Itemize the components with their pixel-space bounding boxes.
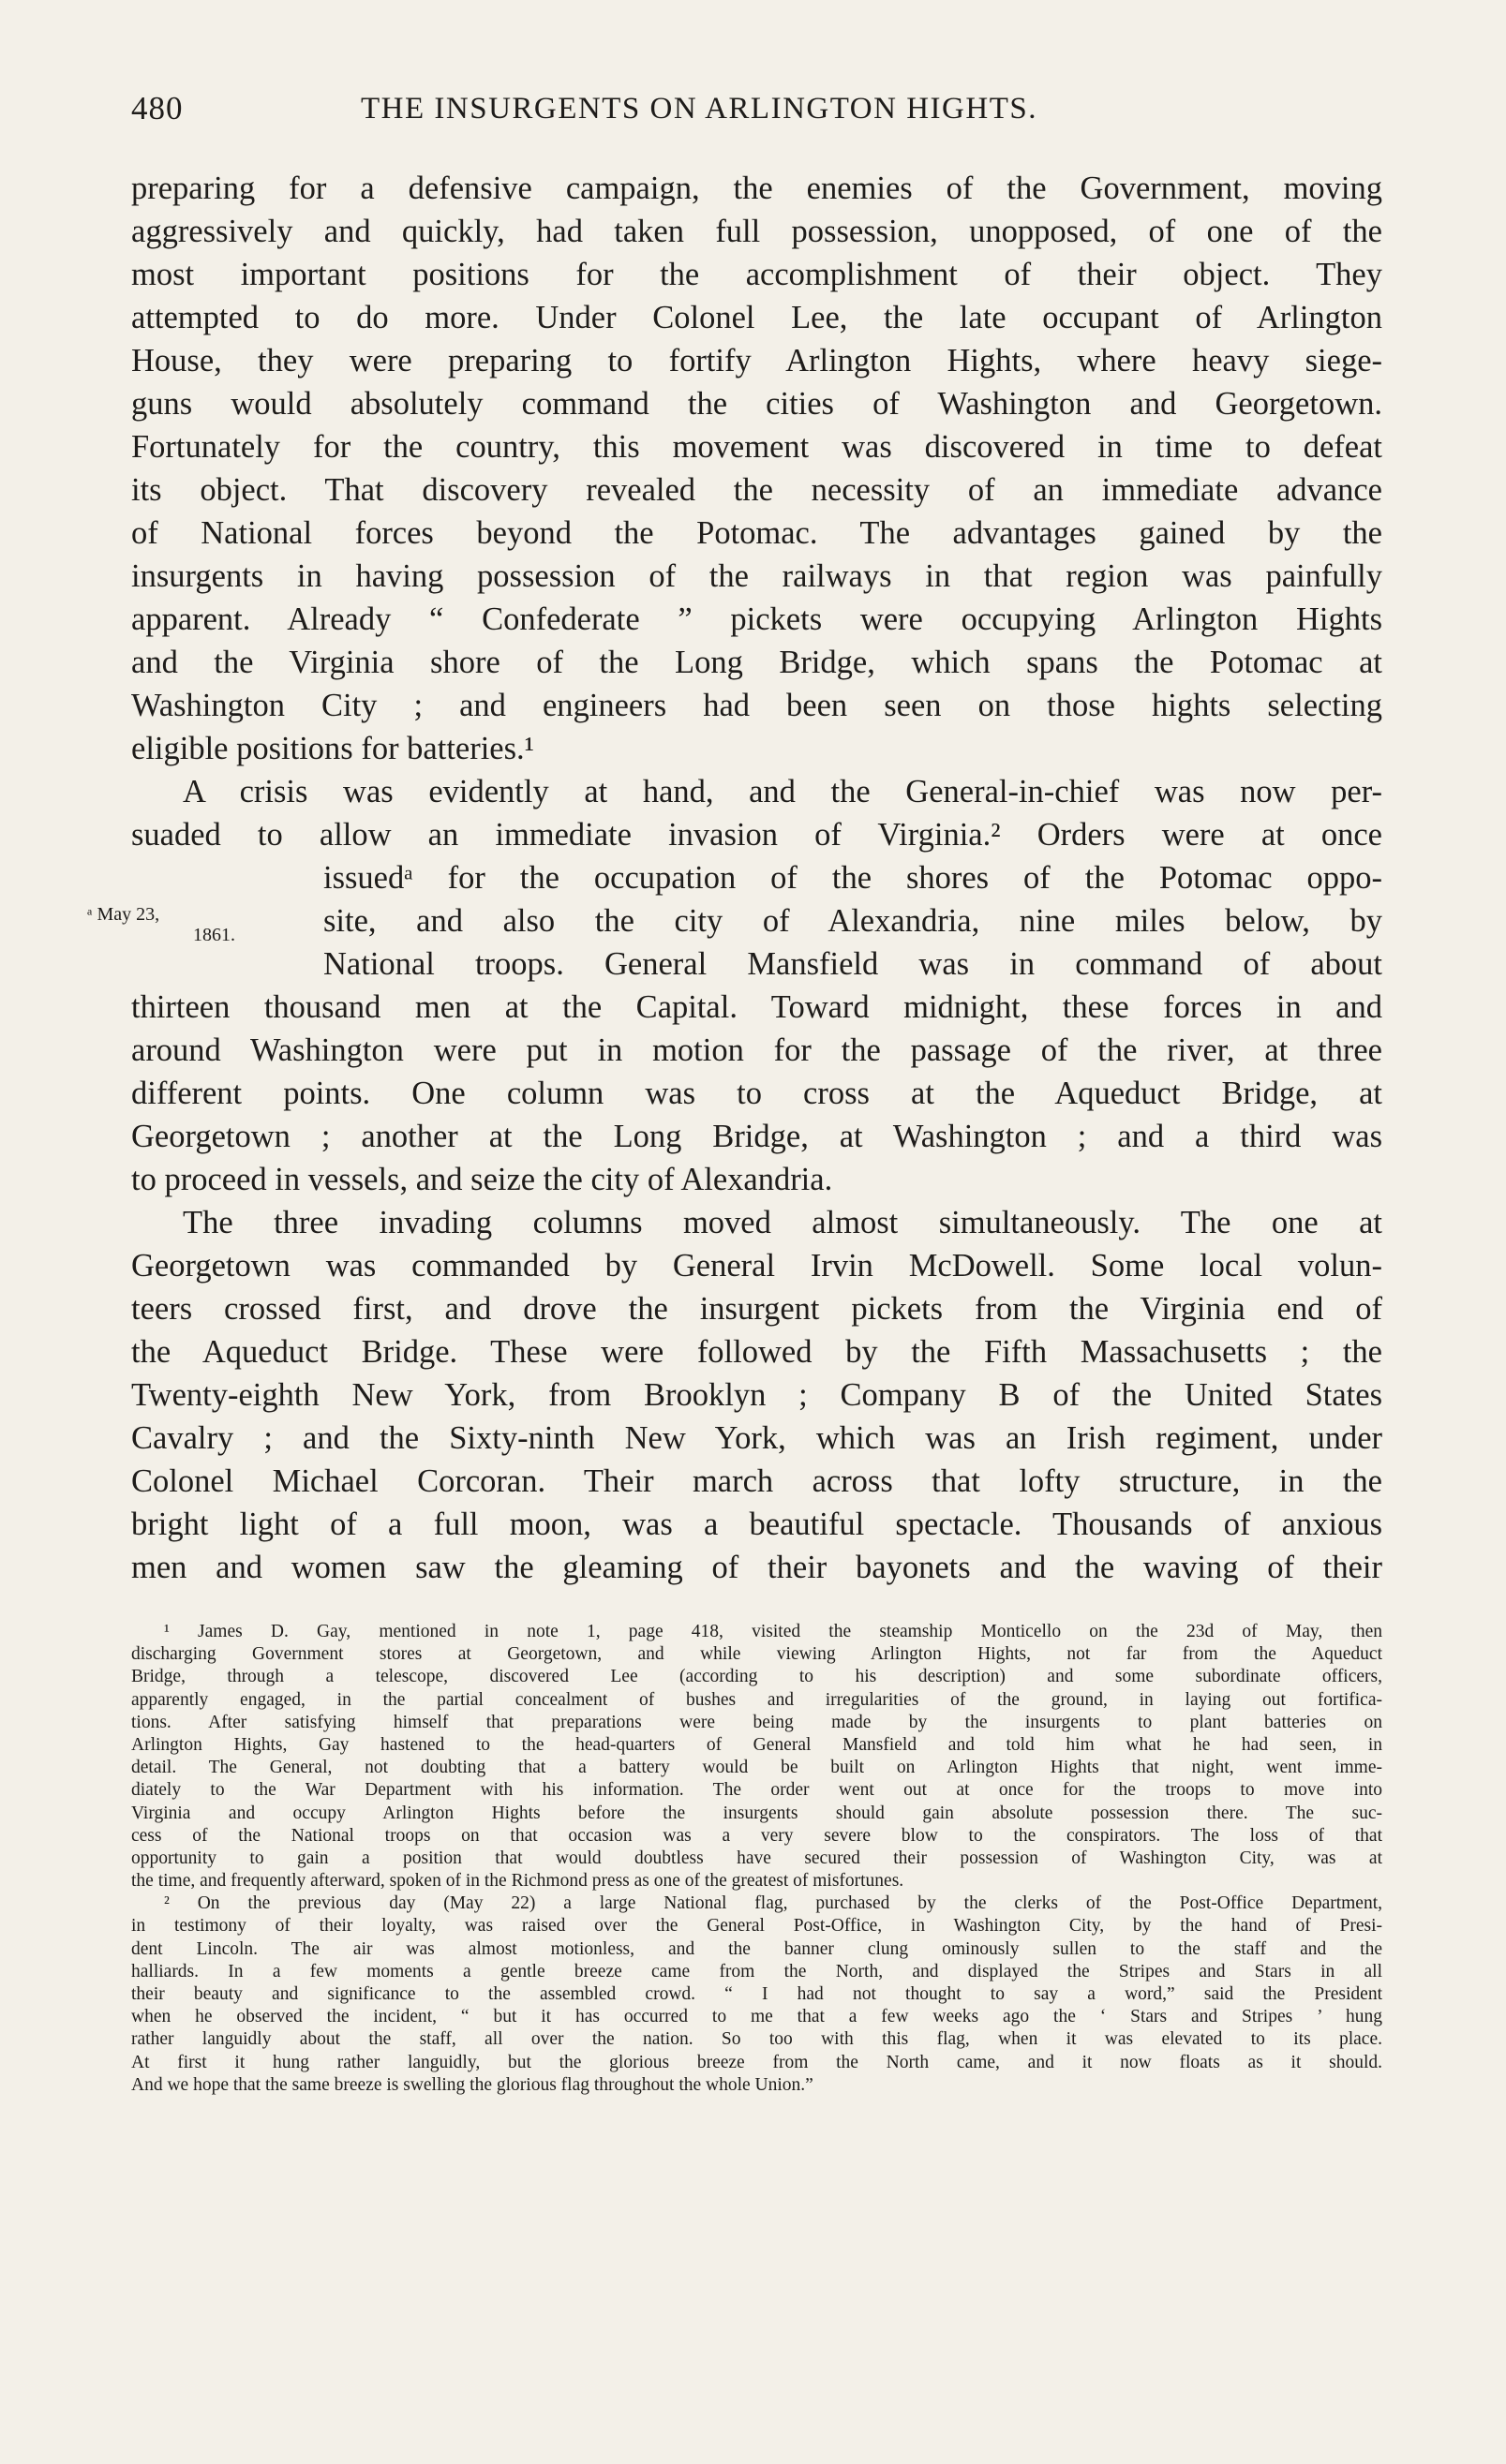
text-line: aggressively and quickly, had taken full possession, unopposed, of one of the [131, 214, 1382, 249]
text-line: insurgents in having possession of the railways in that region was painfully [131, 558, 1382, 594]
text-line: of National forces beyond the Potomac. The advantages gained by the [131, 515, 1382, 551]
text-line: eligible positions for batteries.¹ [131, 731, 535, 766]
footnote-line: their beauty and significance to the assembled crowd. “ I had not thought to say a word,” said the President [131, 1984, 1382, 2004]
footnote-line: opportunity to gain a position that would doubtless have secured their possession of Washington City, was at [131, 1848, 1382, 1868]
text-line: around Washington were put in motion for the passage of the river, at three [131, 1032, 1382, 1068]
footnote-line: when he observed the incident, “ but it has occurred to me that a few weeks ago the ‘ Stars and Stripes ’ hung [131, 2007, 1382, 2027]
footnote-line: At first it hung rather languidly, but the glorious breeze from the North came, and it now floats as it should. [131, 2052, 1382, 2072]
footnote-line: ² On the previous day (May 22) a large National flag, purchased by the clerks of the Post-Office Department, [164, 1893, 1382, 1914]
text-line: Colonel Michael Corcoran. Their march across that lofty structure, in the [131, 1463, 1382, 1499]
text-line: issuedᵃ for the occupation of the shores of the Potomac oppo- [323, 860, 1382, 896]
margin-date-note [87, 904, 303, 945]
text-line: preparing for a defensive campaign, the enemies of the Government, moving [131, 171, 1382, 206]
text-line: guns would absolutely command the cities of Washington and Georgetown. [131, 386, 1382, 422]
text-line: apparent. Already “ Confederate ” pickets were occupying Arlington Hights [131, 601, 1382, 637]
text-line: different points. One column was to cross at the Aqueduct Bridge, at [131, 1076, 1382, 1111]
text-line: The three invading columns moved almost simultaneously. The one at [183, 1205, 1382, 1240]
main-text [131, 167, 1382, 1589]
running-head: THE INSURGENTS ON ARLINGTON HIGHTS. [361, 92, 1037, 126]
footnote-line: apparently engaged, in the partial concealment of bushes and irregularities of the ground, in laying out fortifica- [131, 1689, 1382, 1710]
text-line: Georgetown was commanded by General Irvin McDowell. Some local volun- [131, 1248, 1382, 1284]
text-line: Twenty-eighth New York, from Brooklyn ; Company B of the United States [131, 1377, 1382, 1413]
text-line: Fortunately for the country, this movement was discovered in time to defeat [131, 429, 1382, 465]
margin-note-line: 1861. [193, 925, 235, 945]
text-line: House, they were preparing to fortify Arlington Hights, where heavy siege- [131, 343, 1382, 379]
footnote-line: rather languidly about the staff, all over the nation. So too with this flag, when it was elevated to its place. [131, 2029, 1382, 2050]
footnote-line: cess of the National troops on that occasion was a very severe blow to the conspirators. The loss of that [131, 1825, 1382, 1846]
text-line: bright light of a full moon, was a beautiful spectacle. Thousands of anxious [131, 1507, 1382, 1542]
text-line: Washington City ; and engineers had been seen on those hights selecting [131, 688, 1382, 723]
text-line: most important positions for the accomplishment of their object. They [131, 257, 1382, 292]
text-line: attempted to do more. Under Colonel Lee, the late occupant of Arlington [131, 300, 1382, 335]
text-line: and the Virginia shore of the Long Bridge, which spans the Potomac at [131, 645, 1382, 680]
footnote-line: diately to the War Department with his information. The order went out at once for the troops to move into [131, 1780, 1382, 1801]
text-line: men and women saw the gleaming of their bayonets and the waving of their [131, 1550, 1382, 1585]
page-header [131, 90, 1387, 135]
footnote-line: tions. After satisfying himself that preparations were being made by the insurgents to plant batteries on [131, 1712, 1382, 1732]
text-line: A crisis was evidently at hand, and the General-in-chief was now per- [183, 774, 1382, 809]
page-number: 480 [131, 90, 184, 126]
footnote-line: in testimony of their loyalty, was raised over the General Post-Office, in Washington City, by the hand of Presi- [131, 1916, 1382, 1937]
footnote-line: the time, and frequently afterward, spoken of in the Richmond press as one of the greatest of misfortunes. [131, 1871, 904, 1892]
text-line: its object. That discovery revealed the necessity of an immediate advance [131, 472, 1382, 508]
footnote-line: detail. The General, not doubting that a battery would be built on Arlington Hights that night, went imme- [131, 1758, 1382, 1778]
text-line: National troops. General Mansfield was in command of about [323, 946, 1382, 982]
text-line: to proceed in vessels, and seize the city of Alexandria. [131, 1162, 833, 1197]
footnote-line: Bridge, through a telescope, discovered Lee (according to his description) and some subordinate officers, [131, 1667, 1382, 1687]
footnote-line: Virginia and occupy Arlington Hights before the insurgents should gain absolute possession there. The suc- [131, 1803, 1382, 1823]
footnote-line: halliards. In a few moments a gentle breeze came from the North, and displayed the Stripes and Stars in all [131, 1961, 1382, 1982]
footnote-line: discharging Government stores at Georgetown, and while viewing Arlington Hights, not far from the Aqueduct [131, 1644, 1382, 1665]
text-line: site, and also the city of Alexandria, nine miles below, by [323, 903, 1382, 939]
text-line: the Aqueduct Bridge. These were followed by the Fifth Massachusetts ; the [131, 1334, 1382, 1370]
text-line: teers crossed first, and drove the insurgent pickets from the Virginia end of [131, 1291, 1382, 1327]
text-line: suaded to allow an immediate invasion of Virginia.² Orders were at once [131, 817, 1382, 853]
text-line: Georgetown ; another at the Long Bridge, at Washington ; and a third was [131, 1119, 1382, 1154]
footnotes [131, 1621, 1382, 2097]
margin-note-line: ᵃ May 23, [87, 904, 160, 925]
footnote-line: Arlington Hights, Gay hastened to the head-quarters of General Mansfield and told him what he had seen, in [131, 1734, 1382, 1755]
text-line: thirteen thousand men at the Capital. Toward midnight, these forces in and [131, 989, 1382, 1025]
text-line: Cavalry ; and the Sixty-ninth New York, which was an Irish regiment, under [131, 1420, 1382, 1456]
footnote-line: dent Lincoln. The air was almost motionless, and the banner clung ominously sullen to the staff and the [131, 1938, 1382, 1959]
footnote-line: ¹ James D. Gay, mentioned in note 1, page 418, visited the steamship Monticello on the 23d of May, then [164, 1622, 1382, 1641]
footnote-line: And we hope that the same breeze is swelling the glorious flag throughout the whole Union.” [131, 2074, 813, 2095]
